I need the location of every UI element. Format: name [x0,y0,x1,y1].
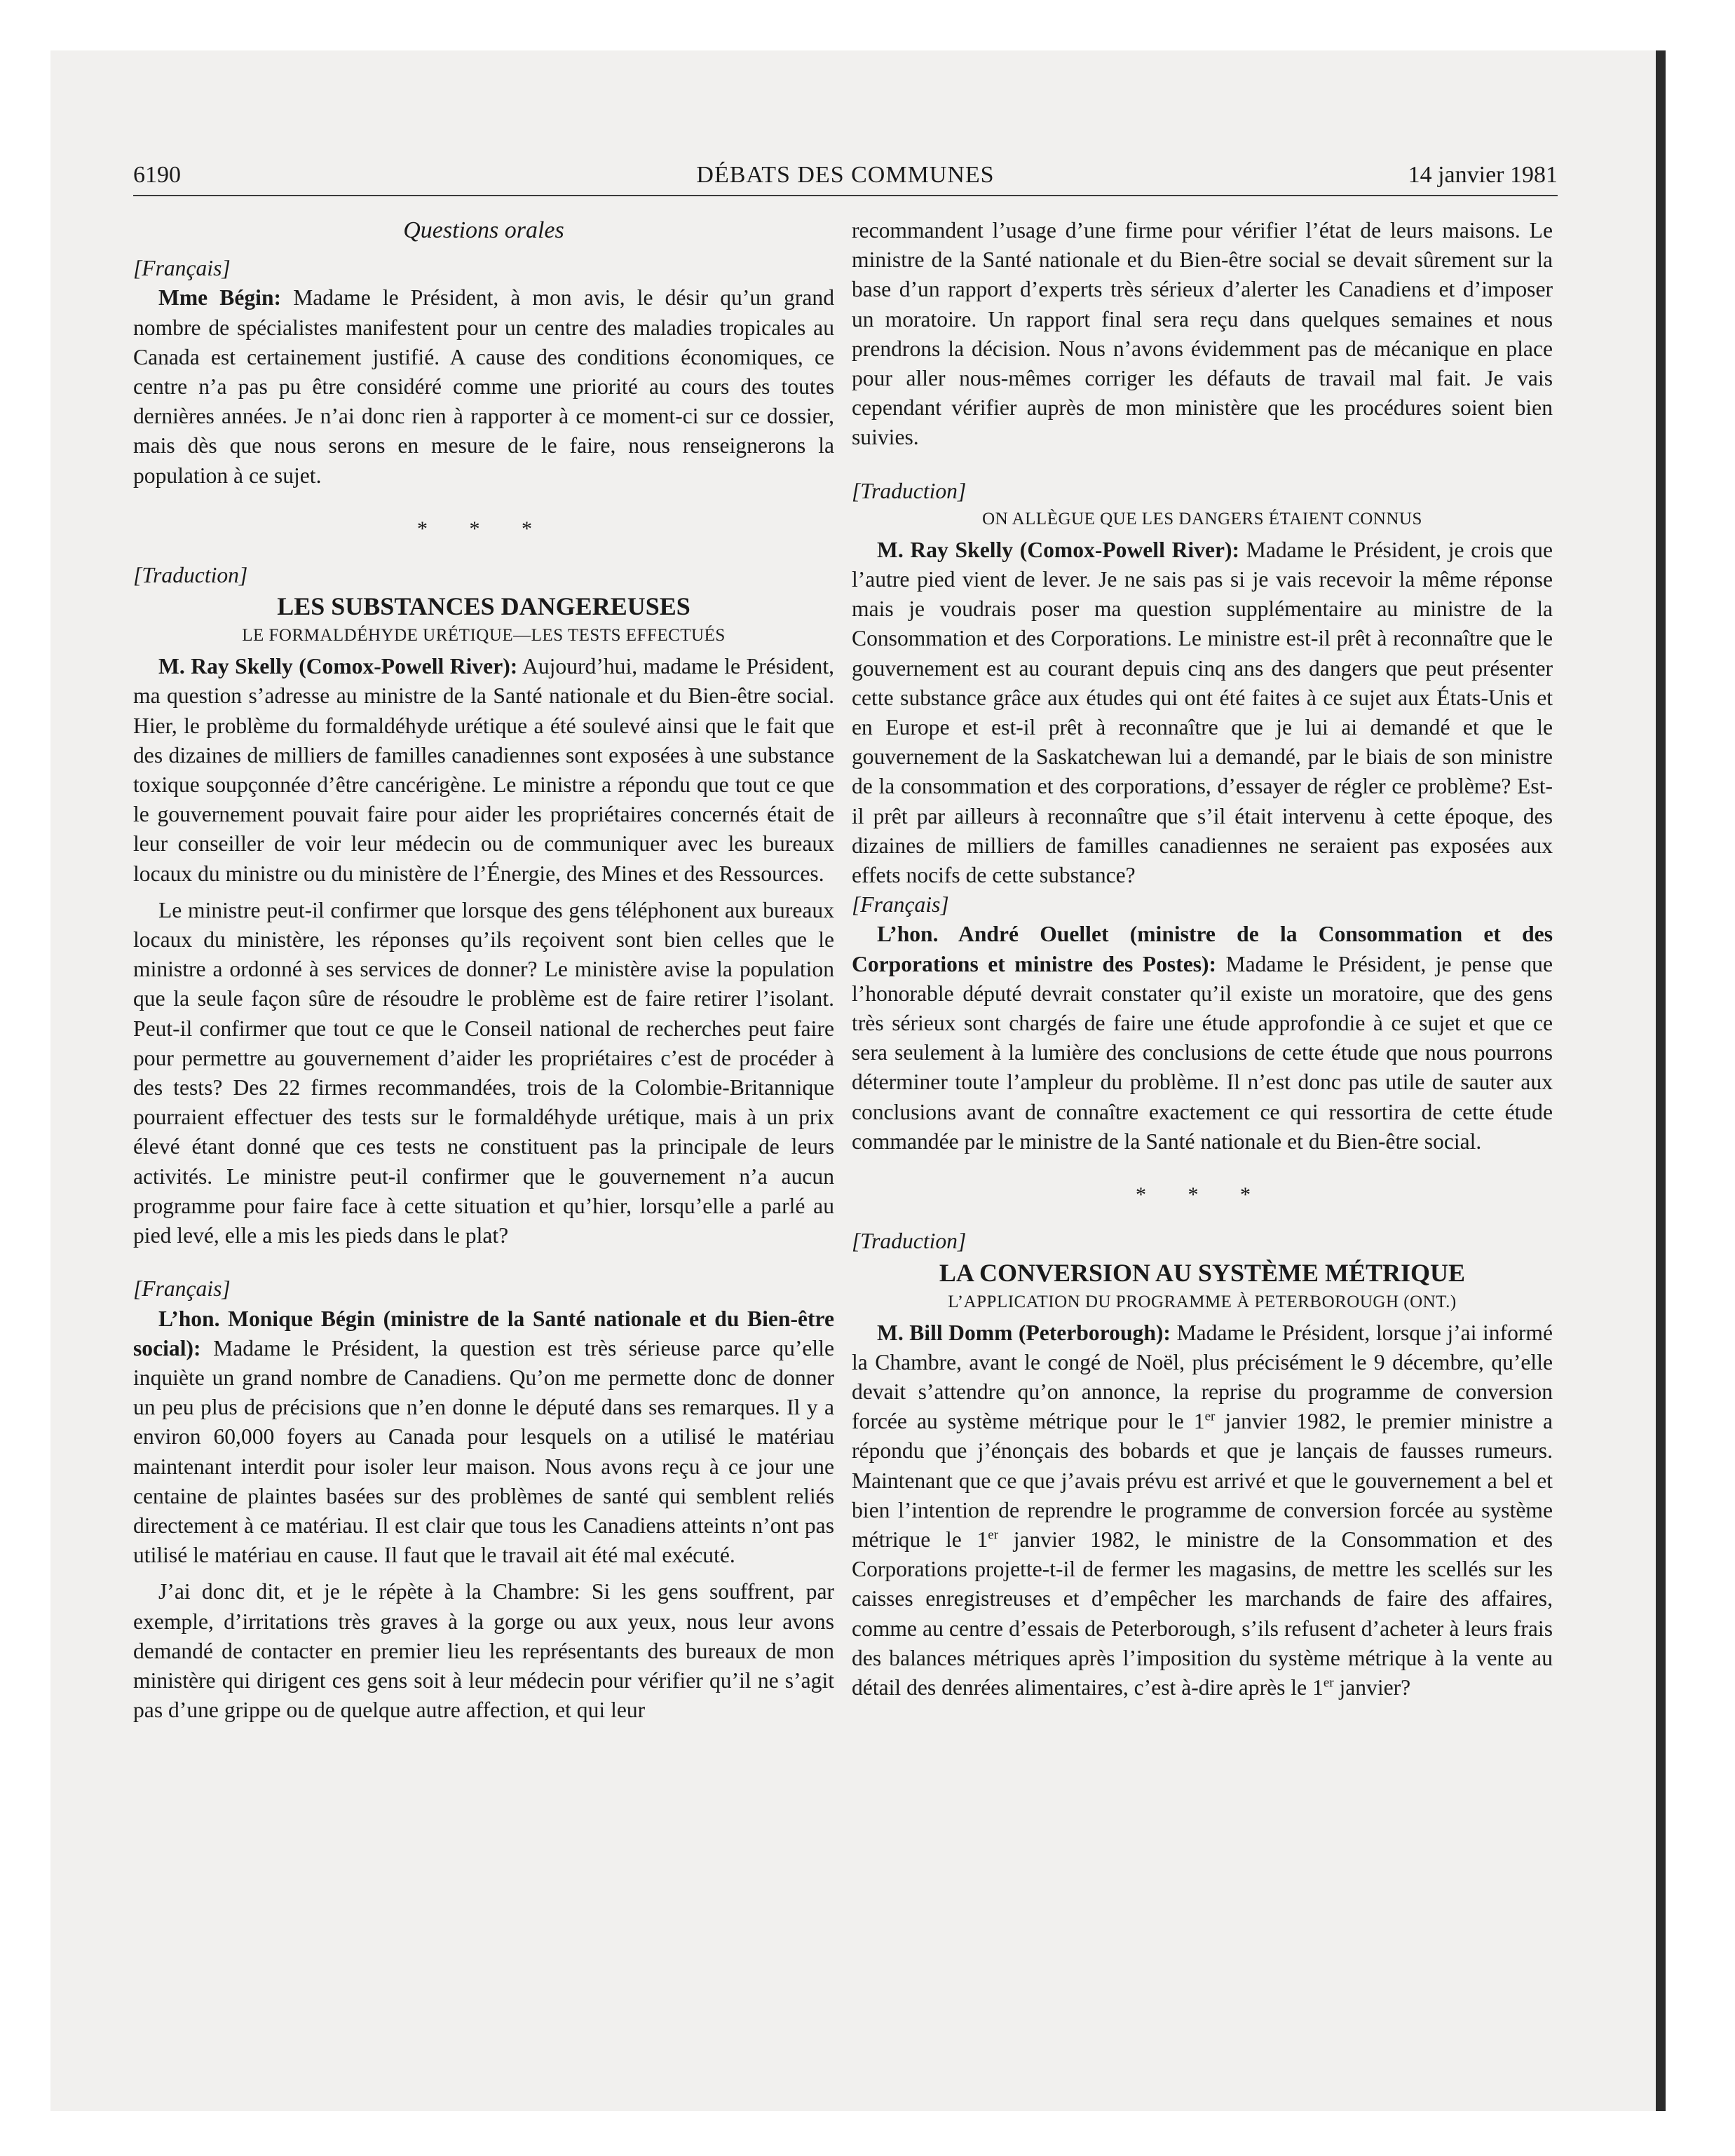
page-number: 6190 [133,162,181,188]
page-edge-shadow [1656,50,1666,2111]
subheading: LE FORMALDÉHYDE URÉTIQUE—LES TESTS EFFECTUÉS [242,626,726,646]
paragraph [852,1318,1553,1703]
journal-title: DÉBATS DES COMMUNES [696,162,995,188]
language-marker: [Traduction] [852,1229,967,1254]
page-header [133,160,1558,196]
section-separator: * * * [1136,1183,1269,1207]
language-marker: [Français] [852,892,949,917]
document-page [133,160,1558,2052]
language-marker: [Français] [133,1276,231,1302]
speech-text: janvier 1982, le premier ministre a répondu que j’énonçais des bobards et que je lançais de fausses rumeurs. Maintenant que ce que j’avais prévu est arrivé et que le gouvernement a bel et bien l’intention de reprendre le programme de conversion forcée au système métrique le 1 [852,1409,1553,1552]
superscript: er [1323,1675,1334,1691]
paragraph: J’ai donc dit, et je le répète à la Chambre: Si les gens souffrent, par exemple, d’irritations très graves à la gorge ou aux yeux, nous leur avons demandé de contacter en premier lieu les représentants des bureaux de mon ministère qui dirigent ces gens soit à leur médecin pour vérifier qu’il ne s’agit pas d’une grippe ou de quelque autre affection, et qui leur [133,1579,834,1723]
paragraph [852,920,1553,1157]
speech-text: Madame le Président, je crois que l’autre pied vient de lever. Je ne sais pas si je vais recevoir la même réponse mais je voudrais poser ma question supplémentaire au ministre de la Consommation et des Corporations. Le ministre est-il prêt à reconnaître que le gouvernement est au courant depuis cinq ans des dangers que peut présenter cette substance grâce aux études qui ont été faites à ce sujet aux États-Unis et en Europe et est-il prêt à reconnaître que je lui ai demandé et que le gouvernement de la Saskatchewan lui a demandé, par le biais de son ministre de la consommation et des corporations, d’essayer de régler ce problème? Est-il prêt par ailleurs à reconnaître que s’il était intervenu à cette époque, des dizaines de milliers de familles canadiennes ne seraient pas exposées aux effets nocifs de cette substance? [852,537,1553,888]
right-column [852,216,1553,1703]
superscript: er [1204,1409,1216,1424]
subheading: L’APPLICATION DU PROGRAMME À PETERBOROUGH (ONT.) [948,1292,1457,1311]
paragraph [133,652,834,889]
paragraph-continued: recommandent l’usage d’une firme pour vérifier l’état de leurs maisons. Le ministre de la Santé nationale et du Bien-être social se devait sûrement sur la base d’un rapport d’experts très sérieux d’alerter les Canadiens et d’imposer un moratoire. Un rapport final sera reçu dans quelques semaines et nous prendrons la décision. Nous n’avons évidemment pas de mécanique en place pour aller nous-mêmes corriger les défauts de travail mal fait. Je vais cependant vérifier auprès de mon ministère que les procédures soient bien suivies. [852,218,1553,450]
speech-text: Madame le Président, je pense que l’honorable député devrait constater qu’il existe un moratoire, que des gens très sérieux sont chargés de faire une étude approfondie à ce sujet et que ce sera seulement à la lumière des conclusions de cette étude que nous pourrons déterminer toute l’ampleur du problème. Il n’est donc pas utile de sauter aux conclusions avant de connaître exactement ce qui ressortira de cette étude commandée par le ministre de la Santé nationale et du Bien-être social. [852,951,1553,1154]
speaker-name: L’hon. Monique Bégin (ministre de la Santé nationale et du Bien-être social): [133,1306,834,1360]
speech-text: janvier 1982, le ministre de la Consommation et des Corporations projette-t-il de fermer les magasins, de mettre les scellés sur les caisses enregistreuses et d’empêcher les marchands de faire des affaires, comme au centre d’essais de Peterborough, s’ils refusent d’acheter à leurs frais des balances métriques après l’imposition du système métrique à la vente au détail des denrées alimentaires, c’est à-dire après le 1 [852,1527,1553,1700]
section-separator: * * * [417,517,550,540]
speaker-name: M. Ray Skelly (Comox-Powell River): [158,654,518,679]
paragraph: Le ministre peut-il confirmer que lorsque des gens téléphonent aux bureaux locaux du ministère, les réponses qu’ils reçoivent sont bien celles que le ministre a ordonné à ses services de donner? Le ministère avise la population que la seule façon sûre de résoudre le problème est de faire retirer l’isolant. Peut-il confirmer que tout ce que le Conseil national de recherches peut faire pour permettre au gouvernement d’aider les propriétaires c’est de procéder à des tests? Des 22 firmes recommandées, trois de la Colombie-Britannique pourraient effectuer des tests sur le formaldéhyde urétique, mais à un prix élevé étant donné que ces tests ne constituent pas la principale de leurs activités. Le ministre peut-il confirmer que le gouvernement n’a aucun programme pour faire face à cette situation et qu’hier, lorsqu’elle a parlé au pied levé, elle a mis les pieds dans le plat? [133,897,834,1248]
superscript: er [988,1527,999,1543]
paragraph [852,535,1553,890]
language-marker: [Traduction] [133,563,248,588]
speaker-name: L’hon. André Ouellet (ministre de la Consommation et des Corporations et ministre des Postes): [852,922,1553,976]
paragraph [133,1304,834,1571]
left-column [133,216,834,1725]
speaker-name: M. Bill Domm (Peterborough): [877,1320,1171,1345]
section-title: Questions orales [403,217,564,243]
issue-date: 14 janvier 1981 [1408,162,1558,188]
language-marker: [Français] [133,256,231,281]
speech-text: Madame le Président, la question est très sérieuse parce qu’elle inquiète un grand nombre de Canadiens. Qu’on me permette donc de donner un peu plus de précisions que n’en donne le député dans ses remarques. Il y a environ 60,000 foyers au Canada pour lesquels on a utilisé le matériau maintenant interdit pour isoler leur maison. Nous avons reçu à ce jour une centaine de plaintes basées sur des problèmes de santé qui semblent reliés directement à ce matériau. Il est clair que tous les Canadiens atteints n’ont pas utilisé le matériau en cause. Il faut que le travail ait été mal exécuté. [133,1335,834,1568]
paragraph [133,283,834,490]
speech-text: Madame le Président, à mon avis, le désir qu’un grand nombre de spécialistes manifestent pour un centre des maladies tropicales au Canada est certainement justifié. A cause des conditions économiques, ce centre n’a pas pu être considéré comme une priorité au cours des toutes dernières années. Je n’ai donc rien à rapporter à ce moment-ci sur ce dossier, mais dès que nous serons en mesure de le faire, nous renseignerons la population à ce sujet. [133,285,834,488]
speaker-name: Mme Bégin: [158,285,282,311]
speech-text: Madame le Président, lorsque j’ai informé la Chambre, avant le congé de Noël, plus précisément le 9 décembre, qu’elle devait s’attendre qu’on annonce, la reprise du programme de conversion forcée au système métrique pour le 1 [852,1320,1553,1434]
speaker-name: M. Ray Skelly (Comox-Powell River): [877,537,1240,562]
section-heading: LES SUBSTANCES DANGEREUSES [277,592,690,621]
subheading: ON ALLÈGUE QUE LES DANGERS ÉTAIENT CONNUS [982,509,1422,528]
speech-text: Aujourd’hui, madame le Président, ma question s’adresse au ministre de la Santé nationale et du Bien-être social. Hier, le problème du formaldéhyde urétique a été soulevé ainsi que le fait que des dizaines de milliers de familles canadiennes sont exposées à une substance toxique soupçonnée d’être cancérigène. Le ministre a répondu que tout ce que le gouvernement pouvait faire pour aider les propriétaires concernés était de leur conseiller de voir leur médecin ou de communiquer avec les bureaux locaux du ministre ou du ministère de l’Énergie, des Mines et des Ressources. [133,654,834,886]
speech-text: janvier? [1333,1674,1411,1700]
language-marker: [Traduction] [852,478,967,503]
section-heading: LA CONVERSION AU SYSTÈME MÉTRIQUE [939,1258,1466,1287]
